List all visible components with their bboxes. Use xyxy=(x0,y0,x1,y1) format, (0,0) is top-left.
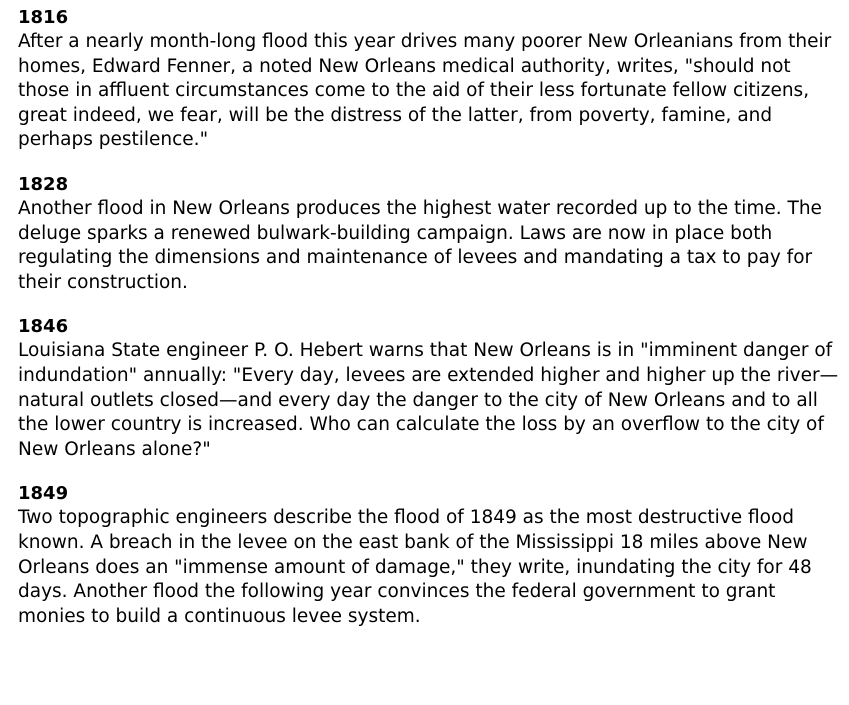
entry-year: 1828 xyxy=(18,173,69,195)
timeline-entry-1846 xyxy=(18,315,840,462)
entry-year: 1846 xyxy=(18,316,69,338)
entry-text: Louisiana State engineer P. O. Hebert warns that New Orleans is in "imminent danger of indundation" annually: "Every day, levees are extended higher and higher up the river—natural outlets closed—and every day the danger to the city of New Orleans and to all the lower country is increased. Who can calculate the loss by an overflow to the city of New Orleans alone?" xyxy=(18,340,839,460)
entry-year: 1816 xyxy=(18,7,69,28)
entry-text: Two topographic engineers describe the flood of 1849 as the most destructive flood known. A breach in the levee on the east bank of the Mississippi 18 miles above New Orleans does an "immense amount of damage," they write, inundating the city for 48 days. Another flood the following year convinces the federal government to grant monies to build a continuous levee system. xyxy=(18,507,812,627)
timeline-entry-1849 xyxy=(18,482,840,629)
entry-text: Another flood in New Orleans produces the highest water recorded up to the time. The deluge sparks a renewed bulwark-building campaign. Laws are now in place both regulating the dimensions and maintenance of levees and mandating a tax to pay for their construction. xyxy=(18,197,822,293)
entry-text: After a nearly month-long flood this year drives many poorer New Orleanians from their homes, Edward Fenner, a noted New Orleans medical authority, writes, "should not those in affluent circumstances come to the aid of their less fortunate fellow citizens, great indeed, we fear, will be the distress of the latter, from poverty, famine, and perhaps pestilence." xyxy=(18,31,832,151)
timeline-entry-1828 xyxy=(18,173,840,295)
timeline-entry-1816 xyxy=(18,6,840,153)
entry-year: 1849 xyxy=(18,483,69,505)
